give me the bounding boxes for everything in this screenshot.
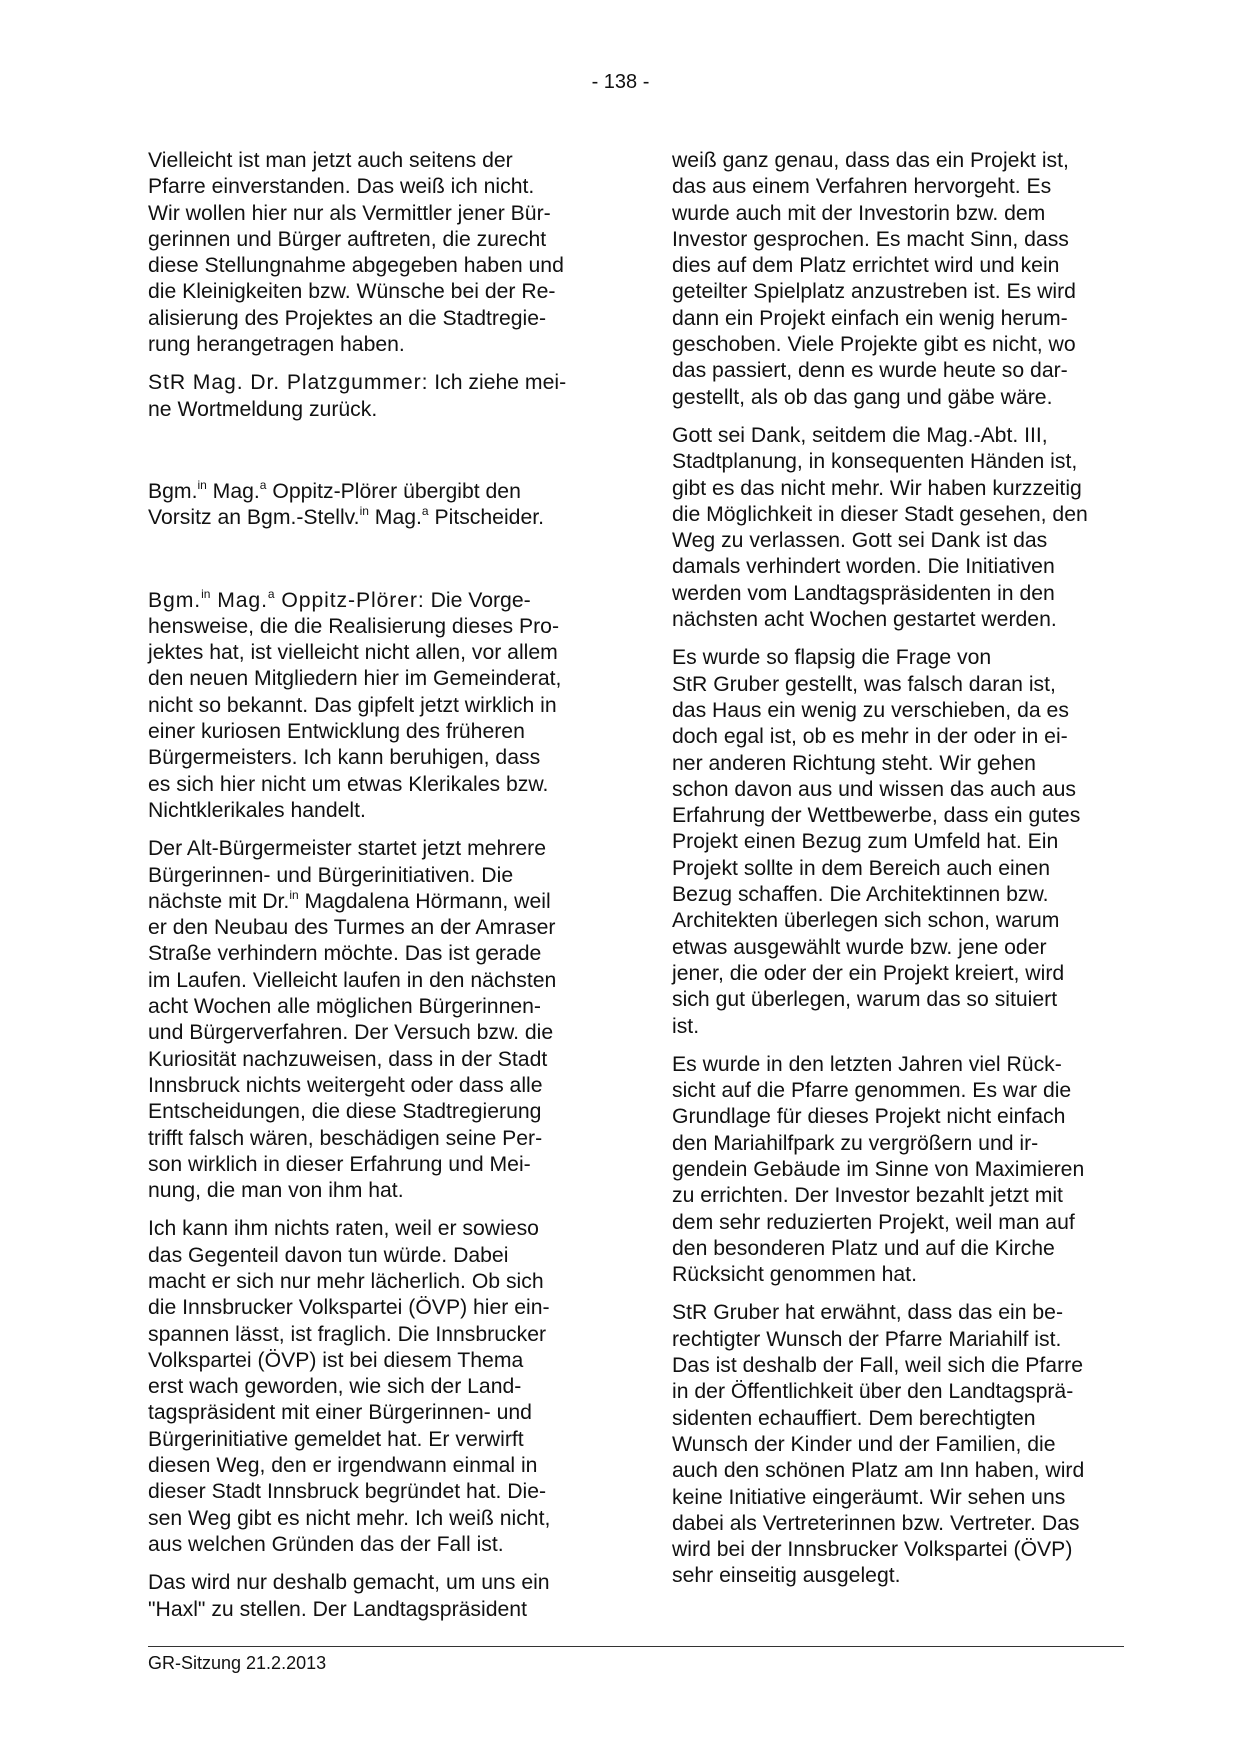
title-bgm: Bgm. <box>148 479 198 503</box>
text-line: den Mariahilfpark zu vergrößern und ir- <box>672 1131 1039 1155</box>
speech-text: Vorsitz an Bgm.-Stellv. <box>148 506 360 530</box>
text-line: StR Gruber gestellt, was falsch daran ist, <box>672 672 1056 696</box>
title-mag: Mag. <box>210 588 268 612</box>
text-line: im Laufen. Vielleicht laufen in den nächsten <box>148 968 557 992</box>
text-line: sicht auf die Pfarre genommen. Es war die <box>672 1079 1072 1103</box>
paragraph-right-3 <box>672 645 1124 1039</box>
text-line <box>148 505 600 531</box>
text-line: wird bei der Innsbrucker Volkspartei (ÖVP) <box>672 1538 1073 1562</box>
superscript: in <box>201 586 211 601</box>
text-line: doch egal ist, ob es mehr in der oder in ei- <box>672 725 1068 749</box>
text-line: aus welchen Gründen das der Fall ist. <box>148 1532 504 1556</box>
text-line: Der Alt-Bürgermeister startet jetzt mehrere <box>148 837 546 861</box>
text-line: alisierung des Projektes an die Stadtregie- <box>148 306 547 330</box>
text-line: Nichtklerikales handelt. <box>148 798 366 822</box>
paragraph-left-1 <box>148 148 600 358</box>
speech-text: Pitscheider. <box>428 506 545 530</box>
text-line: Gott sei Dank, seitdem die Mag.-Abt. III, <box>672 423 1048 447</box>
text-line: die Möglichkeit in dieser Stadt gesehen, den <box>672 502 1088 526</box>
text-line: rechtigter Wunsch der Pfarre Mariahilf ist. <box>672 1327 1062 1351</box>
text-line: Grundlage für dieses Projekt nicht einfach <box>672 1105 1066 1129</box>
text-line: Innsbruck nichts weitergeht oder dass alle <box>148 1073 543 1097</box>
superscript: a <box>267 586 275 601</box>
text-line: Das wird nur deshalb gemacht, um uns ein <box>148 1571 550 1595</box>
text-line: ner anderen Richtung steht. Wir gehen <box>672 751 1036 775</box>
page-number: - 138 - <box>591 71 650 93</box>
text-line: dann ein Projekt einfach ein wenig herum- <box>672 306 1068 330</box>
left-column <box>148 148 600 1635</box>
text-line: StR Gruber hat erwähnt, dass das ein be- <box>672 1301 1063 1325</box>
text-line: zu errichten. Der Investor bezahlt jetzt mit <box>672 1184 1063 1208</box>
text-line: in der Öffentlichkeit über den Landtagsprä- <box>672 1380 1074 1404</box>
text-line: geschoben. Viele Projekte gibt es nicht, wo <box>672 333 1076 357</box>
text-line: geteilter Spielplatz anzustreben ist. Es wird <box>672 280 1076 304</box>
text-line: Wunsch der Kinder und der Familien, die <box>672 1432 1056 1456</box>
paragraph-left-6 <box>148 1216 600 1558</box>
text-line: Es wurde in den letzten Jahren viel Rück- <box>672 1052 1062 1076</box>
text-line: diesen Weg, den er irgendwann einmal in <box>148 1454 538 1478</box>
paragraph-left-2 <box>148 370 600 423</box>
text-line: jektes hat, ist vielleicht nicht allen, vor allem <box>148 641 558 665</box>
superscript: a <box>421 504 429 519</box>
text-line: Projekt einen Bezug zum Umfeld hat. Ein <box>672 830 1059 854</box>
text-line: dem sehr reduzierten Projekt, weil man auf <box>672 1210 1075 1234</box>
text-line: "Haxl" zu stellen. Der Landtagspräsident <box>148 1597 527 1621</box>
text-line: Bürgerinnen- und Bürgerinitiativen. Die <box>148 863 514 887</box>
text-line: son wirklich in dieser Erfahrung und Mei- <box>148 1152 531 1176</box>
text-line: sen Weg gibt es nicht mehr. Ich weiß nicht, <box>148 1506 551 1530</box>
text-line: er den Neubau des Turmes an der Amraser <box>148 916 556 940</box>
text-line: Vielleicht ist man jetzt auch seitens der <box>148 149 513 172</box>
text-line: dieser Stadt Innsbruck begründet hat. Die- <box>148 1480 547 1504</box>
text-line: Ich kann ihm nichts raten, weil er sowieso <box>148 1217 539 1241</box>
text-line: spannen lässt, ist fraglich. Die Innsbrucker <box>148 1322 547 1346</box>
text-line: Es wurde so flapsig die Frage von <box>672 646 992 670</box>
text-line: weiß ganz genau, dass das ein Projekt ist, <box>672 149 1069 172</box>
text-line: wurde auch mit der Investorin bzw. dem <box>672 201 1046 225</box>
text-line: den neuen Mitgliedern hier im Gemeinderat, <box>148 667 562 691</box>
text-line: Pfarre einverstanden. Das weiß ich nicht. <box>148 175 535 199</box>
text-line: trifft falsch wären, beschädigen seine Per- <box>148 1126 543 1150</box>
paragraph-right-1 <box>672 148 1124 411</box>
text-line: macht er sich nur mehr lächerlich. Ob sich <box>148 1269 544 1293</box>
text-line: damals verhindert worden. Die Initiativen <box>672 555 1055 579</box>
text-line: nicht so bekannt. Das gipfelt jetzt wirklich in <box>148 693 557 717</box>
title-mag: Mag. <box>368 506 422 530</box>
paragraph-left-7 <box>148 1570 600 1623</box>
text-line: einer kuriosen Entwicklung des früheren <box>148 720 525 744</box>
text-line: etwas ausgewählt wurde bzw. jene oder <box>672 935 1047 959</box>
text-line: gendein Gebäude im Sinne von Maximieren <box>672 1157 1085 1181</box>
text-line: werden vom Landtagspräsidenten in den <box>672 581 1055 605</box>
speech-text: Die Vorge- <box>424 588 531 612</box>
text-line: acht Wochen alle möglichen Bürgerinnen- <box>148 995 541 1019</box>
right-column <box>672 148 1124 1602</box>
speech-text: Ich ziehe mei- <box>428 371 567 395</box>
text-line: rung herangetragen haben. <box>148 333 405 357</box>
text-line: nächsten acht Wochen gestartet werden. <box>672 608 1057 632</box>
text-line: den besonderen Platz und auf die Kirche <box>672 1236 1055 1260</box>
speech-text: nächste mit Dr. <box>148 889 290 913</box>
text-line <box>148 479 600 505</box>
text-line <box>148 370 600 396</box>
paragraph-right-2 <box>672 423 1124 633</box>
text-line: Volkspartei (ÖVP) ist bei diesem Thema <box>148 1348 524 1372</box>
text-line: diese Stellungnahme abgegeben haben und <box>148 254 564 278</box>
text-line: das Haus ein wenig zu verschieben, da es <box>672 698 1069 722</box>
text-line: Weg zu verlassen. Gott sei Dank ist das <box>672 529 1048 553</box>
text-line <box>148 889 600 915</box>
text-line: ne Wortmeldung zurück. <box>148 397 378 421</box>
paragraph-left-4 <box>148 588 600 825</box>
text-line: Investor gesprochen. Es macht Sinn, dass <box>672 227 1069 251</box>
text-line: Straße verhindern möchte. Das ist gerade <box>148 942 542 966</box>
title-bgm: Bgm. <box>148 588 202 612</box>
footer-divider <box>148 1646 1124 1647</box>
superscript: in <box>359 504 369 519</box>
paragraph-left-3 <box>148 479 600 532</box>
title-mag: Mag. <box>206 479 260 503</box>
text-line: sidenten echauffiert. Dem berechtigten <box>672 1406 1036 1430</box>
text-line: schon davon aus und wissen das auch aus <box>672 777 1077 801</box>
text-line: Wir wollen hier nur als Vermittler jener Bür- <box>148 201 551 225</box>
text-line: erst wach geworden, wie sich der Land- <box>148 1375 522 1399</box>
superscript: in <box>289 887 299 902</box>
text-line: hensweise, die die Realisierung dieses Pro- <box>148 614 560 638</box>
superscript: a <box>259 477 267 492</box>
paragraph-right-5 <box>672 1300 1124 1589</box>
text-line: dies auf dem Platz errichtet wird und kein <box>672 254 1060 278</box>
text-line: sehr einseitig ausgelegt. <box>672 1564 901 1588</box>
text-line: Stadtplanung, in konsequenten Händen ist, <box>672 450 1078 474</box>
text-line: die Kleinigkeiten bzw. Wünsche bei der Re- <box>148 280 556 304</box>
speech-text: Oppitz-Plörer übergibt den <box>266 479 521 503</box>
text-line: Bürgerinitiative gemeldet hat. Er verwirft <box>148 1427 524 1451</box>
text-line: nung, die man von ihm hat. <box>148 1179 404 1203</box>
text-line: Kuriosität nachzuweisen, dass in der Stadt <box>148 1047 548 1071</box>
text-line: dabei als Vertreterinnen bzw. Vertreter. Das <box>672 1511 1080 1535</box>
paragraph-left-5 <box>148 836 600 1204</box>
text-line: gerinnen und Bürger auftreten, die zurecht <box>148 227 547 251</box>
speaker-name: StR Mag. Dr. Platzgummer: <box>148 371 429 395</box>
text-line: Bezug schaffen. Die Architektinnen bzw. <box>672 883 1049 907</box>
text-line: das Gegenteil davon tun würde. Dabei <box>148 1243 509 1267</box>
text-line: Entscheidungen, die diese Stadtregierung <box>148 1100 542 1124</box>
text-line: keine Initiative eingeräumt. Wir sehen uns <box>672 1485 1066 1509</box>
text-line: Rücksicht genommen hat. <box>672 1263 917 1287</box>
text-line: gibt es das nicht mehr. Wir haben kurzzeitig <box>672 476 1082 500</box>
text-line: Das ist deshalb der Fall, weil sich die Pfarre <box>672 1354 1083 1378</box>
text-line: das passiert, denn es wurde heute so dar- <box>672 359 1068 383</box>
paragraph-right-4 <box>672 1052 1124 1289</box>
text-line: und Bürgerverfahren. Der Versuch bzw. die <box>148 1021 554 1045</box>
text-line: sich gut überlegen, warum das so situiert <box>672 988 1058 1012</box>
text-line <box>148 588 600 614</box>
superscript: in <box>197 477 207 492</box>
text-line: Architekten überlegen sich schon, warum <box>672 909 1060 933</box>
text-line: jener, die oder der ein Projekt kreiert, wird <box>672 961 1065 985</box>
text-line: Erfahrung der Wettbewerbe, dass ein gutes <box>672 804 1081 828</box>
text-line: gestellt, als ob das gang und gäbe wäre. <box>672 385 1053 409</box>
text-line: ist. <box>672 1014 700 1038</box>
text-line: tagspräsident mit einer Bürgerinnen- und <box>148 1401 532 1425</box>
speaker-name: Oppitz-Plörer: <box>274 588 425 612</box>
spacer <box>148 435 600 479</box>
spacer <box>148 544 600 588</box>
text-line: Projekt sollte in dem Bereich auch einen <box>672 856 1051 880</box>
text-line: es sich hier nicht um etwas Klerikales bzw. <box>148 772 549 796</box>
text-line: auch den schönen Platz am Inn haben, wird <box>672 1459 1085 1483</box>
text-line: das aus einem Verfahren hervorgeht. Es <box>672 175 1052 199</box>
footer-session: GR-Sitzung 21.2.2013 <box>148 1653 327 1673</box>
speech-text: Magdalena Hörmann, weil <box>298 889 551 913</box>
text-line: die Innsbrucker Volkspartei (ÖVP) hier ein- <box>148 1296 550 1320</box>
text-line: Bürgermeisters. Ich kann beruhigen, dass <box>148 746 541 770</box>
